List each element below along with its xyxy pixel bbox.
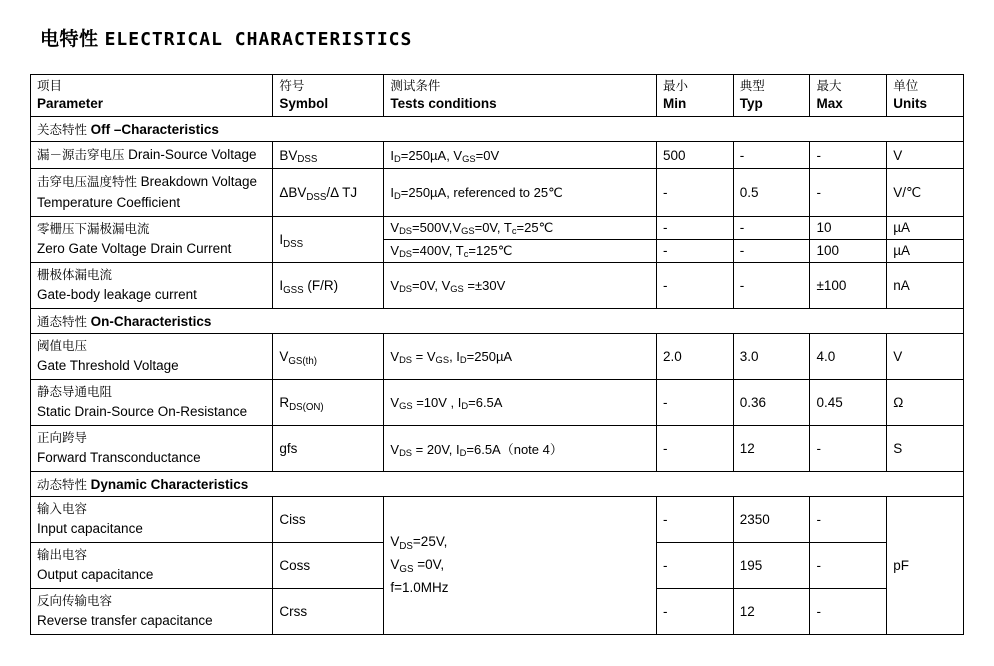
min-ciss: - (657, 496, 734, 542)
condition-idss-2: $V_{DS}=400V$, $T_c=125℃$ (384, 239, 657, 262)
param-ciss-en: Input capacitance (37, 520, 143, 536)
param-igss-zh: 栅极体漏电流 (37, 266, 113, 282)
table-row (31, 169, 964, 217)
min-vgsth: 2.0 (657, 333, 734, 379)
param-crss-en: Reverse transfer capacitance (37, 612, 213, 628)
param-gfs-en: Forward Transconductance (37, 449, 201, 465)
unit-idss-1: µA (887, 216, 964, 239)
typ-coss: 195 (733, 542, 810, 588)
param-crss (31, 588, 273, 634)
section-label-dynamic-en: Dynamic Characteristics (90, 476, 249, 492)
col-header-parameter-en: Parameter (37, 95, 104, 111)
col-header-symbol-en: Symbol (279, 95, 329, 111)
param-idss (31, 216, 273, 262)
typ-rdson: 0.36 (733, 379, 810, 425)
table-row (31, 379, 964, 425)
col-header-units-zh: 单位 (893, 78, 919, 93)
max-bvdss: - (810, 142, 887, 169)
typ-idss-2: - (733, 239, 810, 262)
param-gfs-zh: 正向跨导 (37, 429, 88, 445)
min-igss: - (657, 262, 734, 308)
table-row (31, 216, 964, 239)
table-row (31, 496, 964, 542)
unit-rdson: Ω (887, 379, 964, 425)
unit-igss: nA (887, 262, 964, 308)
condition-igss: $V_{DS}=0V$, $V_{GS} =\pm 30V$ (384, 262, 657, 308)
section-row-on-characteristics (31, 308, 964, 333)
param-coss (31, 542, 273, 588)
symbol-rdson: $R_{DS(ON)}$ (273, 379, 384, 425)
max-coss: - (810, 542, 887, 588)
param-bvdss (31, 142, 273, 169)
section-row-off-characteristics (31, 117, 964, 142)
param-rdson (31, 379, 273, 425)
col-header-typ-en: Typ (739, 95, 763, 111)
param-vgsth-zh: 阈值电压 (37, 337, 88, 353)
condition-vgsth: $V_{DS} = V_{GS}$, $I_D=250\mu A$ (384, 333, 657, 379)
condition-capacitance (384, 496, 657, 634)
page-title (40, 24, 412, 51)
param-coss-en: Output capacitance (37, 566, 154, 582)
col-header-parameter (31, 75, 273, 117)
param-coss-zh: 输出电容 (37, 546, 88, 562)
min-bvdss-tc: - (657, 169, 734, 217)
condition-rdson: $V_{GS} =10V$ , $I_D=6.5A$ (384, 379, 657, 425)
min-coss: - (657, 542, 734, 588)
condition-gfs: $V_{DS} = 20V$, $I_D=6.5A(note$ 4） (384, 425, 657, 471)
typ-igss: - (733, 262, 810, 308)
section-label-off-en: Off –Characteristics (90, 122, 219, 138)
param-vgsth-en: Gate Threshold Voltage (37, 357, 179, 373)
symbol-vgsth: $V_{GS(th)}$ (273, 333, 384, 379)
symbol-coss: Coss (273, 542, 384, 588)
max-rdson: 0.45 (810, 379, 887, 425)
unit-bvdss: V (887, 142, 964, 169)
max-gfs: - (810, 425, 887, 471)
condition-capacitance-line1: $V_{DS}=25V$, (390, 533, 448, 552)
col-header-typ-zh: 典型 (739, 78, 765, 93)
unit-capacitance: pF (887, 496, 964, 634)
max-igss: ±100 (810, 262, 887, 308)
symbol-bvdss: $BV_{DSS}$ (273, 142, 384, 169)
param-idss-en: Zero Gate Voltage Drain Current (37, 240, 232, 256)
min-bvdss: 500 (657, 142, 734, 169)
section-label-on (31, 308, 964, 333)
section-label-off (31, 117, 964, 142)
param-idss-zh: 零栅压下漏极漏电流 (37, 220, 150, 236)
max-vgsth: 4.0 (810, 333, 887, 379)
symbol-idss: $I_{DSS}$ (273, 216, 384, 262)
col-header-max-en: Max (816, 95, 843, 111)
symbol-ciss: Ciss (273, 496, 384, 542)
col-header-min (657, 75, 734, 117)
col-header-parameter-zh: 项目 (37, 78, 63, 93)
table-header-row (31, 75, 964, 117)
param-rdson-zh: 静态导通电阻 (37, 383, 113, 399)
section-label-on-zh: 通态特性 (37, 313, 88, 329)
col-header-conditions-zh: 测试条件 (390, 78, 441, 93)
condition-bvdss-tc: $I_D=250\mu A$, referenced to 25℃ (384, 169, 657, 217)
param-vgsth (31, 333, 273, 379)
electrical-characteristics-table (30, 74, 964, 635)
section-label-dynamic (31, 471, 964, 496)
min-idss-1: - (657, 216, 734, 239)
typ-bvdss: - (733, 142, 810, 169)
param-igss (31, 262, 273, 308)
param-ciss (31, 496, 273, 542)
col-header-max-zh: 最大 (816, 78, 842, 93)
min-crss: - (657, 588, 734, 634)
typ-idss-1: - (733, 216, 810, 239)
unit-vgsth: V (887, 333, 964, 379)
page-title-zh: 电特性 (40, 28, 99, 50)
unit-gfs: S (887, 425, 964, 471)
max-idss-1: 10 (810, 216, 887, 239)
param-rdson-en: Static Drain-Source On-Resistance (37, 403, 248, 419)
condition-bvdss: $I_D=250\mu A$, $V_{GS}=0V$ (384, 142, 657, 169)
section-row-dynamic-characteristics (31, 471, 964, 496)
section-label-on-en: On-Characteristics (90, 313, 212, 329)
max-bvdss-tc: - (810, 169, 887, 217)
symbol-bvdss-tc: $\Delta BV_{DSS}/\Delta$ TJ (273, 169, 384, 217)
typ-crss: 12 (733, 588, 810, 634)
col-header-symbol-zh: 符号 (279, 78, 305, 93)
symbol-crss: Crss (273, 588, 384, 634)
condition-idss-1: $V_{DS}=500V,V_{GS}=0V$, $T_c=25℃$ (384, 216, 657, 239)
param-bvdss-tc (31, 169, 273, 217)
col-header-typ (733, 75, 810, 117)
param-crss-zh: 反向传输电容 (37, 592, 113, 608)
col-header-min-zh: 最小 (663, 78, 689, 93)
symbol-gfs: gfs (273, 425, 384, 471)
table-row (31, 333, 964, 379)
typ-vgsth: 3.0 (733, 333, 810, 379)
col-header-conditions-en: Tests conditions (390, 95, 497, 111)
min-idss-2: - (657, 239, 734, 262)
max-ciss: - (810, 496, 887, 542)
param-bvdss-zh: 漏－源击穿电压 (37, 147, 125, 163)
typ-bvdss-tc: 0.5 (733, 169, 810, 217)
page-title-en: ELECTRICAL CHARACTERISTICS (104, 29, 413, 50)
param-gfs (31, 425, 273, 471)
col-header-symbol (273, 75, 384, 117)
col-header-units (887, 75, 964, 117)
table-row (31, 425, 964, 471)
table-row (31, 142, 964, 169)
col-header-min-en: Min (663, 95, 687, 111)
param-igss-en: Gate-body leakage current (37, 286, 197, 302)
min-rdson: - (657, 379, 734, 425)
param-ciss-zh: 输入电容 (37, 500, 88, 516)
unit-idss-2: µA (887, 239, 964, 262)
param-bvdss-en: Drain-Source Voltage (128, 147, 257, 163)
condition-capacitance-line3: f=1.0MHz (390, 579, 449, 595)
section-label-off-zh: 关态特性 (37, 122, 88, 138)
min-gfs: - (657, 425, 734, 471)
section-label-dynamic-zh: 动态特性 (37, 476, 88, 492)
param-bvdss-tc-en: Breakdown Voltage Temperature Coefficient (37, 174, 257, 210)
table-row (31, 262, 964, 308)
max-idss-2: 100 (810, 239, 887, 262)
typ-ciss: 2350 (733, 496, 810, 542)
col-header-conditions (384, 75, 657, 117)
unit-bvdss-tc: V/℃ (887, 169, 964, 217)
typ-gfs: 12 (733, 425, 810, 471)
max-crss: - (810, 588, 887, 634)
param-bvdss-tc-zh: 击穿电压温度特性 (37, 174, 138, 190)
symbol-igss: $I_{GSS}$ (F/R) (273, 262, 384, 308)
condition-capacitance-line2: $V_{GS} =0V$, (390, 556, 445, 575)
col-header-units-en: Units (893, 95, 927, 111)
col-header-max (810, 75, 887, 117)
